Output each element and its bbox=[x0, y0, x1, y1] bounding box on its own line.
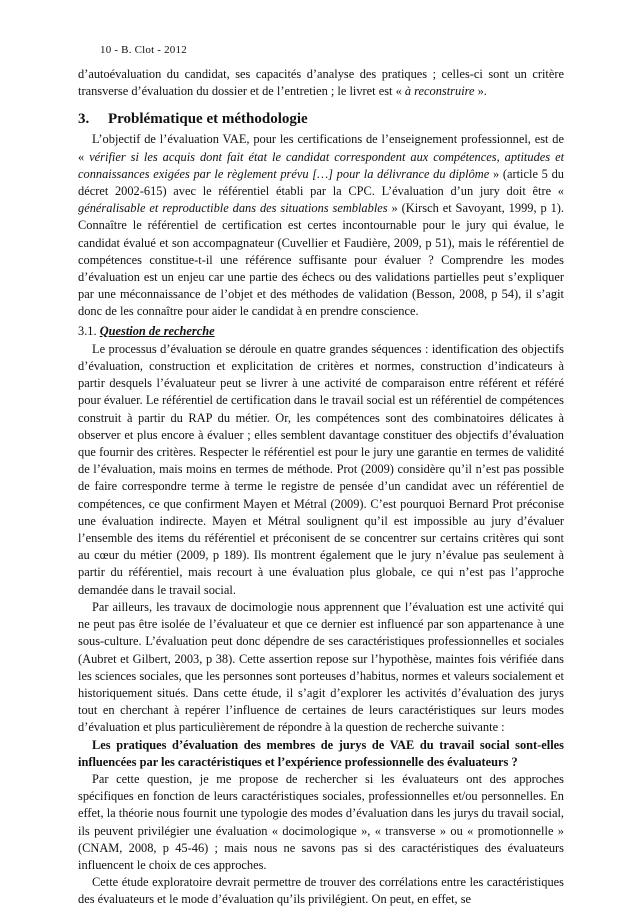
page-body bbox=[78, 66, 564, 909]
running-header: 10 - B. Clot - 2012 bbox=[100, 44, 187, 56]
section-number: 3. bbox=[78, 111, 90, 128]
text-run: » (Kirsch et Savoyant, 1999, p 1). Connaître le référentiel de certification est certes incontournable pour le jury qui évalue, le candidat évalué et son accompagnateur (Cuvellier et Faudière, 2009, p 51), mais le référentiel de compétences constitue-t-il une référence suffisante pour évaluer ? Comprendre les modes d’évaluation est un enjeu car une partie des échecs ou des validations partielles peut s’expliquer par une méconnaissance de l’objet et des méthodes de validation (Besson, 2008, p 54), il s’agit donc de les connaître pour aider le candidat à en prendre conscience. bbox=[78, 201, 565, 319]
section-heading bbox=[78, 110, 564, 128]
section-title: Problématique et méthodologie bbox=[108, 111, 308, 128]
paragraph-process: Le processus d’évaluation se déroule en quatre grandes séquences : identification des objectifs d’évaluation, construction et explicitation de critères et normes, construction d’indicateurs à partir desquels l’évaluateur peut se livrer à une activité de comparaison entre référent et référé pour évaluer. Le référentiel de certification dans le travail social est un référentiel de compétences construit à partir du RAP du métier. Or, les compétences sont des combinatoires délicates à observer et plus encore à évaluer ; elles semblent davantage constituer des objectifs d’évaluation que fournir des critères. Respecter le référentiel est pour le jury une garantie en termes de validité de l’évaluation, mais moins en termes de méthode. Prot (2009) considère qu’il n’est pas possible de faire correspondre terme à terme le registre de pensée d’un candidat avec un référentiel de compétences, ce que confirment Mayen et Métral (2009). C’est pourquoi Bernard Prot préconise une évaluation indirecte. Mayen et Métral soulignent qu’il est impossible au jury d’évaluer l’ensemble des items du référentiel et préconisent de se concentrer sur certains critères qui sont au cœur du métier (2009, p 189). Ils montrent également que le jury n’évalue pas seulement à partir du référentiel, mais recourt à une évaluation plus globale, ce qui n’est pas l’approche demandée dans le travail social. bbox=[78, 341, 564, 597]
italic-quote: à reconstruire bbox=[404, 84, 475, 99]
paragraph-typology: Par cette question, je me propose de rechercher si les évaluateurs ont des approches spécifiques en fonction de leurs caractéristiques sociales, professionnelles et/ou personnelles. En effet, la théorie nous fournit une typologie des modes d’évaluation dans les jurys du travail social, ils peuvent privilégier une évaluation « docimologique », « transverse » ou « promotionnelle » (CNAM, 2008, p 45-46) ; mais nous ne savons pas si des caractéristiques des évaluateurs influencent le choix de ces approches. bbox=[78, 771, 564, 872]
text-run: d’autoévaluation du candidat, ses capacités d’analyse des pratiques ; celles-ci sont un critère transverse d’évaluation du dossier et de l’entretien ; le livret est « bbox=[78, 67, 564, 99]
subsection-title: Question de recherche bbox=[99, 323, 215, 338]
paragraph-exploratory: Cette étude exploratoire devrait permettre de trouver des corrélations entre les caractéristiques des évaluateurs et le mode d’évaluation qu’ils privilégient. On peut, en effet, se bbox=[78, 875, 564, 907]
subsection-heading bbox=[78, 323, 564, 340]
paragraph-objective bbox=[78, 131, 564, 320]
text-run: ». bbox=[474, 84, 487, 99]
paragraph-continuation bbox=[78, 66, 564, 100]
text-run: » (article 5 du décret 2002-615) avec le référentiel établi par la CPC. L’évaluation d’un jury doit être « bbox=[78, 166, 564, 199]
paragraph-docimology: Par ailleurs, les travaux de docimologie nous apprennent que l’évaluation est une activité qui ne peut pas être isolée de l’évaluateur et que ce dernier est influencé par son appartenance à une sous-culture. L’évaluation peut donc dépendre de ses caractéristiques professionnelles et sociales (Aubret et Gilbert, 2003, p 38). Cette assertion repose sur l’hypothèse, maintes fois vérifiée dans les sciences sociales, que les personnes sont porteuses d’habitus, normes et valeurs socialement et historiquement situés. Dans cette étude, il s’agit d’explorer les activités d’évaluation des jurys tout en cherchant à repérer l’influence de certaines de leurs caractéristiques sur leurs modes d’évaluation et plus particulièrement de répondre à la question de recherche suivante : bbox=[78, 599, 564, 735]
text-run: L’objectif de l’évaluation VAE, pour les certifications de l’enseignement professionnel, est de « bbox=[78, 132, 564, 164]
italic-quote: vérifier si les acquis dont fait état le candidat correspondent aux compétences, aptitudes et connaissances exigées par le règlement prévu […] pour la délivrance du diplôme bbox=[78, 149, 565, 181]
subsection-number: 3.1. bbox=[78, 323, 100, 338]
italic-quote: généralisable et reproductible dans des situations semblables bbox=[78, 201, 388, 216]
research-question: Les pratiques d’évaluation des membres de jurys de VAE du travail social sont-elles influencées par les caractéristiques et l’expérience professionnelle des évaluateurs ? bbox=[78, 737, 564, 769]
